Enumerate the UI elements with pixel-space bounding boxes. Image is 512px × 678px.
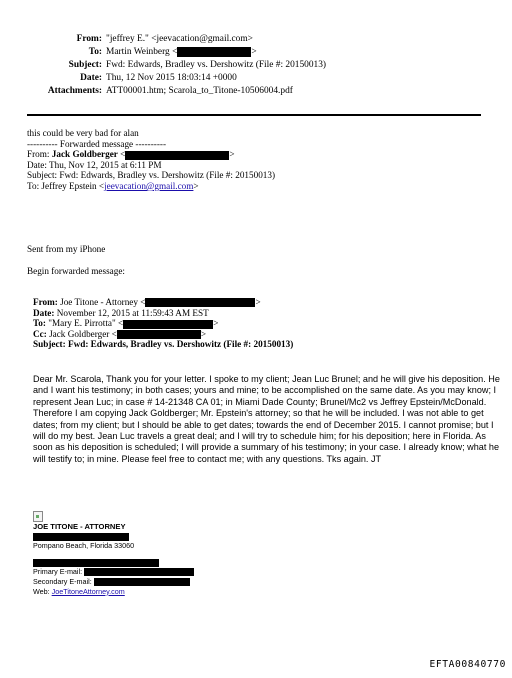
header-subject-label: Subject:	[68, 60, 102, 70]
redaction-block	[145, 298, 255, 307]
fwd-to-line: To: "Mary E. Pirrotta" < >	[33, 318, 219, 329]
redaction-block	[123, 320, 213, 329]
forwarded-marker: ---------- Forwarded message ----------	[27, 138, 167, 149]
redaction-block	[33, 533, 129, 541]
signature-redacted-phone	[33, 558, 194, 568]
intro-to-email-link[interactable]: jeevacation@gmail.com	[104, 180, 194, 191]
redaction-block	[33, 559, 159, 567]
header-subject-value: Fwd: Edwards, Bradley vs. Dershowitz (File #: 20150013)	[106, 60, 327, 70]
signature-primary-email: Primary E-mail:	[33, 567, 194, 577]
signature-redacted-line	[33, 532, 194, 542]
redaction-block	[84, 568, 194, 576]
intro-date-line: Date: Thu, Nov 12, 2015 at 6:11 PM	[27, 159, 162, 170]
signature-web: Web: JoeTitoneAttorney.com	[33, 586, 125, 596]
redaction-block	[177, 47, 251, 57]
header-to-label: To:	[88, 47, 102, 57]
signature-firm: JOE TITONE - ATTORNEY	[33, 522, 126, 531]
signature-image	[33, 511, 194, 522]
header-from-row	[0, 33, 512, 46]
header-attachments-label: Attachments:	[47, 86, 102, 96]
intro-subject-line: Subject: Fwd: Edwards, Bradley vs. Dershowitz (File #: 20150013)	[27, 170, 276, 181]
fwd-subject-line: Subject: Fwd: Edwards, Bradley vs. Dershowitz (File #: 20150013)	[33, 339, 294, 350]
intro-from-line: From: Jack Goldberger < >	[27, 149, 235, 160]
begin-forwarded: Begin forwarded message:	[27, 266, 125, 276]
header-divider	[27, 114, 481, 116]
header-to-row: To: Martin Weinberg < >	[88, 47, 257, 57]
header-from-value: "jeffrey E." <jeevacation@gmail.com>	[106, 34, 253, 44]
letter-body: Dear Mr. Scarola, Thank you for your letter. I spoke to my client; Jean Luc Brunel; and he will give his deposition. He and I want his testimony; in both cases; yours and mine; to be accomplished on the same date. As you may know; I represent Jean Luc; in case # 14-21348 CA 01; in Miami Dade County; Brunel/Mc2 vs Jeffrey Epstein/McDonald. Therefore I am copying Jack Goldberger; Mr. Epstein's attorney; so that he will be included. I was not able to get dates; from my client; but I should be able to get dates; towards the end of December 2015. I cannot promise; but I will do my best. Jean Luc travels a great deal; and I will try to schedule him; for his deposition; here in Florida. As soon as his deposition is scheduled; I will provide a summary of his testimony; in your case. I already know; what he will testify to; in mine. Please feel free to contact me; with any questions. Tks again. JT	[33, 374, 500, 464]
sent-from-iphone: Sent from my iPhone	[27, 244, 106, 254]
redaction-block	[125, 151, 229, 160]
fwd-date-line: Date: November 12, 2015 at 11:59:43 AM EST	[33, 307, 209, 318]
broken-image-icon	[33, 511, 43, 522]
header-to-value: Martin Weinberg <	[106, 47, 178, 57]
intro-block	[27, 128, 275, 192]
signature-web-link[interactable]: JoeTitoneAttorney.com	[51, 586, 125, 596]
header-subject-row	[0, 59, 512, 72]
signature-city: Pompano Beach, Florida 33060	[33, 541, 135, 551]
document-id: EFTA00840770	[429, 659, 506, 670]
signature-secondary-email: Secondary E-mail:	[33, 577, 194, 587]
redaction-block	[117, 330, 201, 339]
intro-note: this could be very bad for alan	[27, 128, 139, 138]
fwd-cc-line: Cc: Jack Goldberger < >	[33, 328, 207, 339]
email-header	[0, 33, 512, 105]
header-attachments-row	[0, 85, 512, 98]
fwd-from-line: From: Joe Titone - Attorney < >	[33, 297, 261, 307]
header-from-label: From:	[76, 34, 102, 44]
header-date-value: Thu, 12 Nov 2015 18:03:14 +0000	[106, 73, 237, 83]
header-date-row	[0, 72, 512, 85]
intro-from-name: Jack Goldberger	[51, 149, 118, 160]
signature-block	[33, 511, 194, 596]
header-date-label: Date:	[80, 73, 102, 83]
header-attachments-value[interactable]: ATT00001.htm; Scarola_to_Titone-10506004.pdf	[106, 86, 293, 96]
forwarded-header	[33, 297, 293, 350]
intro-to-line: To: Jeffrey Epstein <jeevacation@gmail.com>	[27, 180, 199, 191]
redaction-block	[94, 578, 190, 586]
